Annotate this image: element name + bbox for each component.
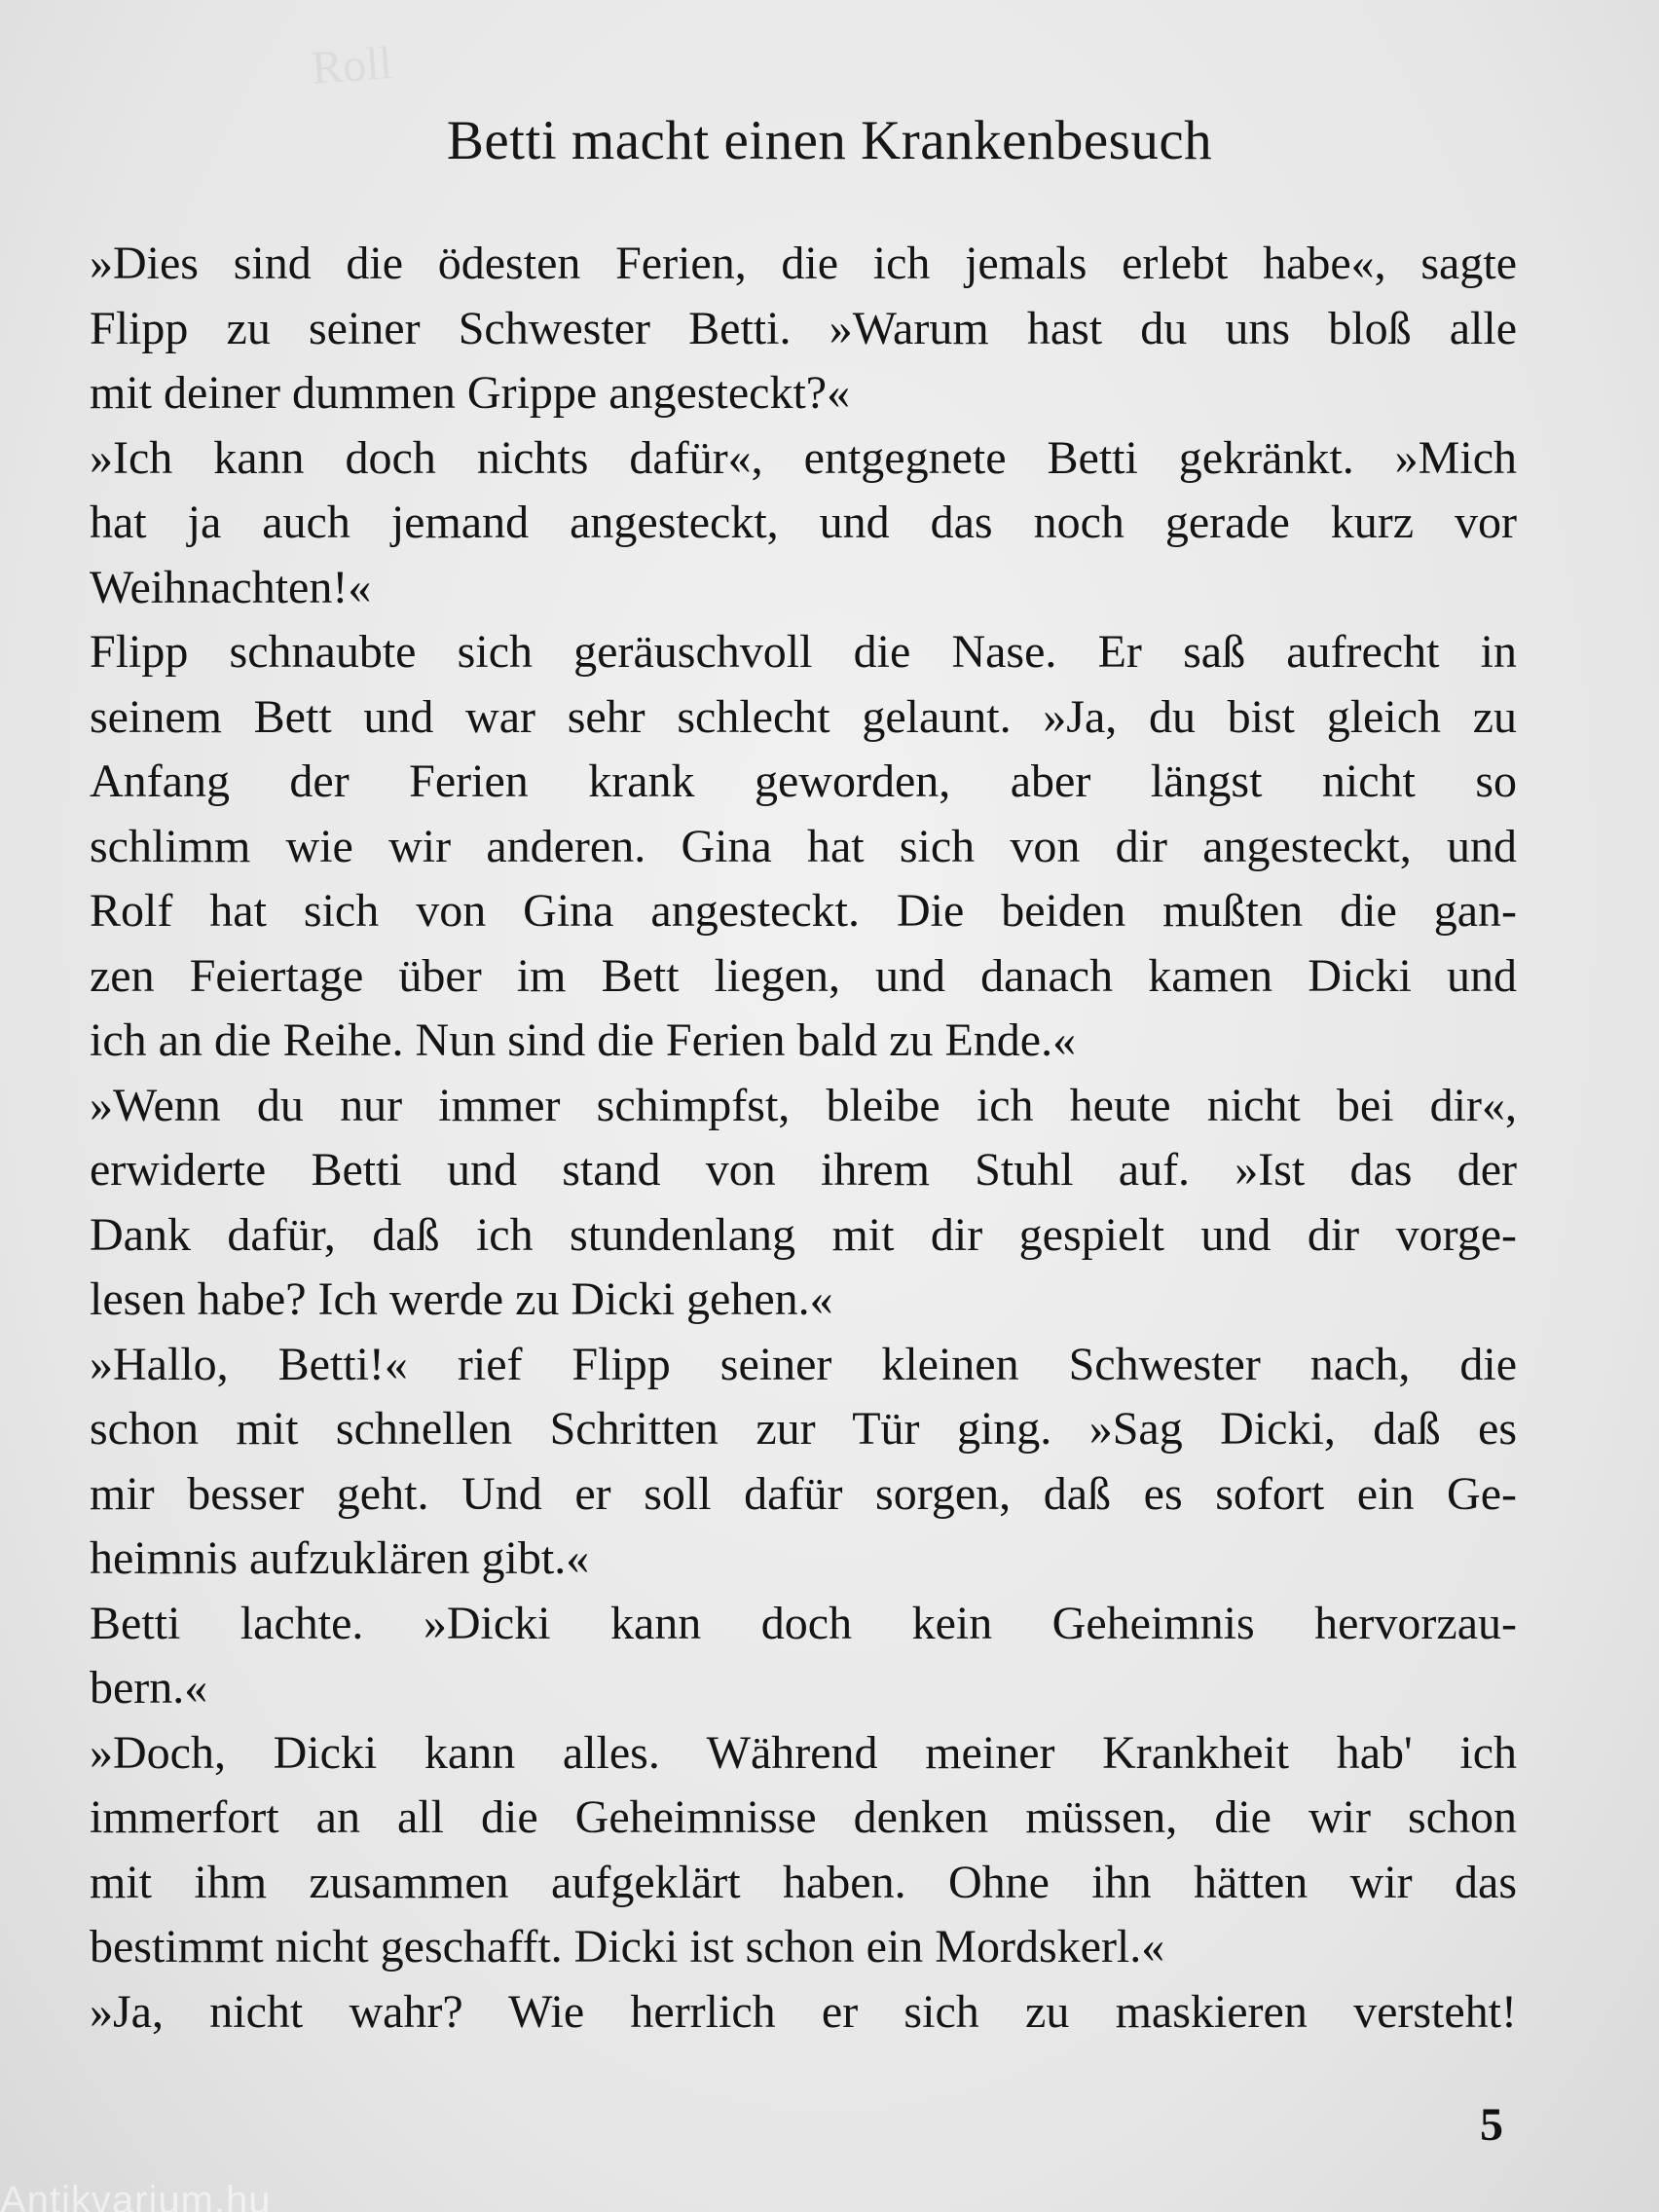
watermark: Antikvarium.hu (0, 2179, 272, 2212)
text-line: Flipp zu seiner Schwester Betti. »Warum hast du uns bloß alle (90, 302, 1517, 354)
text-line: »Hallo, Betti!« rief Flipp seiner kleinen Schwester nach, die (90, 1338, 1517, 1390)
text-line: mir besser geht. Und er soll dafür sorgen, daß es sofort ein Ge- (90, 1467, 1517, 1520)
text-line: Flipp schnaubte sich geräuschvoll die Nase. Er saß aufrecht in (90, 626, 1517, 678)
text-line: mit deiner dummen Grippe angesteckt?« (90, 367, 851, 419)
text-line: zen Feiertage über im Bett liegen, und danach kamen Dicki und (90, 949, 1517, 1002)
text-line: »Wenn du nur immer schimpfst, bleibe ich heute nicht bei dir«, (90, 1079, 1517, 1131)
body-text (90, 232, 1517, 2045)
text-line: Rolf hat sich von Gina angesteckt. Die beiden mußten die gan- (90, 885, 1517, 937)
text-line: ich an die Reihe. Nun sind die Ferien bald zu Ende.« (90, 1014, 1077, 1066)
page-number: 5 (1480, 2099, 1503, 2151)
text-line: schlimm wie wir anderen. Gina hat sich von dir angesteckt, und (90, 820, 1517, 872)
text-line: »Dies sind die ödesten Ferien, die ich jemals erlebt habe«, sagte (90, 238, 1517, 289)
text-line: »Ich kann doch nichts dafür«, entgegnete Betti gekränkt. »Mich (90, 431, 1517, 484)
text-line: lesen habe? Ich werde zu Dicki gehen.« (90, 1273, 833, 1325)
chapter-title: Betti macht einen Krankenbesuch (446, 110, 1213, 171)
text-line: immerfort an all die Geheimnisse denken müssen, die wir schon (90, 1791, 1517, 1843)
text-line: hat ja auch jemand angesteckt, und das noch gerade kurz vor (90, 497, 1517, 548)
text-line: seinem Bett und war sehr schlecht gelaunt. »Ja, du bist gleich zu (90, 690, 1517, 743)
text-line: bern.« (90, 1662, 208, 1714)
text-line: »Ja, nicht wahr? Wie herrlich er sich zu maskieren versteht! (90, 1985, 1517, 2038)
text-line: schon mit schnellen Schritten zur Tür ging. »Sag Dicki, daß es (90, 1403, 1517, 1455)
text-line: heimnis aufzuklären gibt.« (90, 1532, 590, 1584)
text-line: Anfang der Ferien krank geworden, aber längst nicht so (90, 756, 1517, 807)
text-line: »Doch, Dicki kann alles. Während meiner Krankheit hab' ich (90, 1726, 1517, 1779)
text-line: Weihnachten!« (90, 561, 372, 613)
text-line: Betti lachte. »Dicki kann doch kein Geheimnis hervorzau- (90, 1597, 1517, 1649)
text-line: bestimmt nicht geschafft. Dicki ist schon ein Mordskerl.« (90, 1921, 1165, 1972)
text-line: Dank dafür, daß ich stundenlang mit dir gespielt und dir vorge- (90, 1208, 1517, 1261)
text-line: erwiderte Betti und stand von ihrem Stuhl auf. »Ist das der (90, 1144, 1517, 1196)
faint-pencil-mark: Roll (310, 37, 394, 94)
text-line: mit ihm zusammen aufgeklärt haben. Ohne ihn hätten wir das (90, 1856, 1517, 1908)
